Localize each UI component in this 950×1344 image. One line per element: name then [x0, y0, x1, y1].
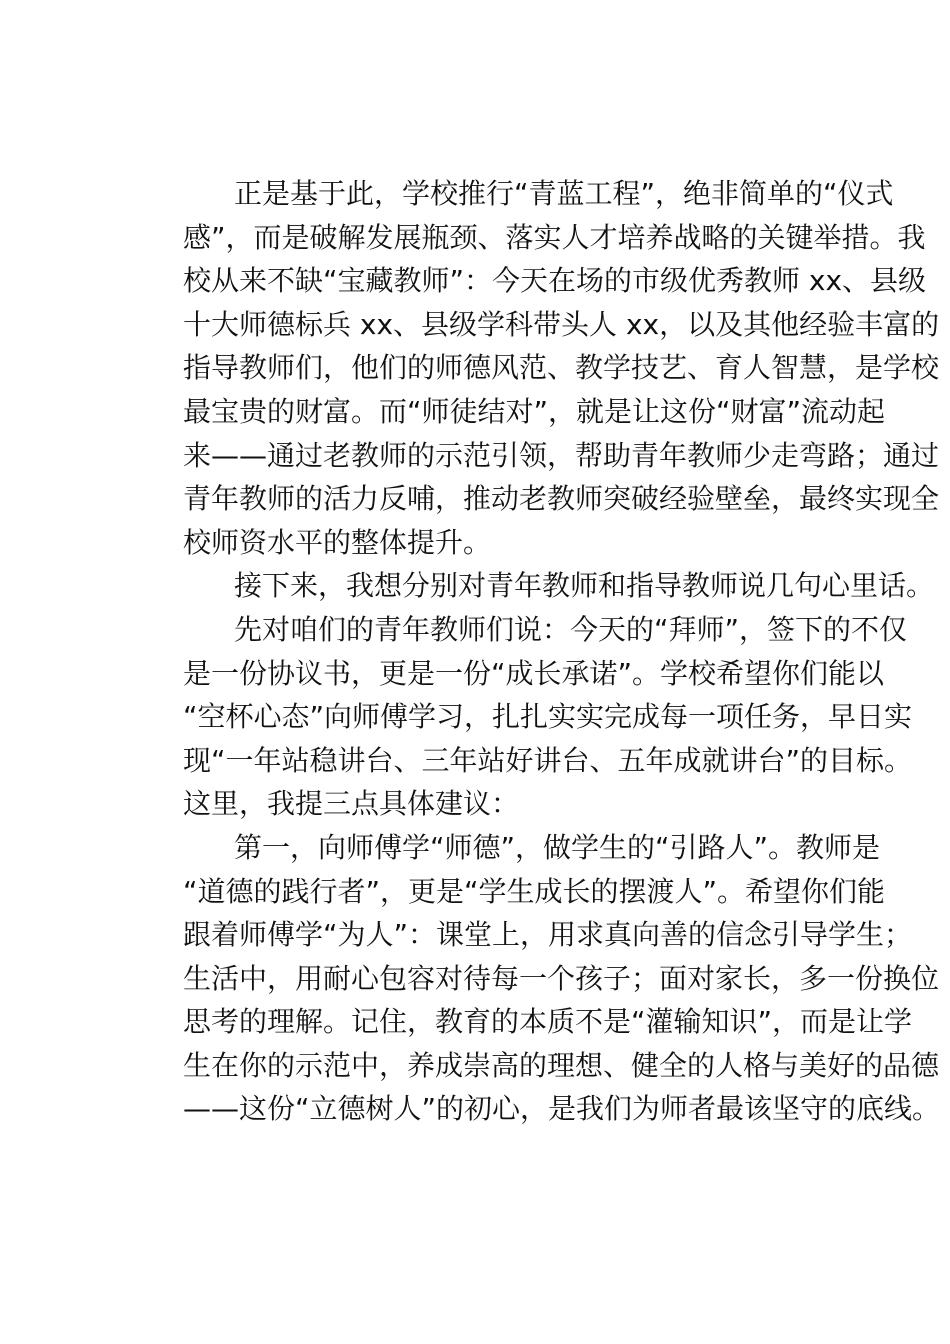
- text-line: 思考的理解。记住，教育的本质不是“灌输知识”，而是让学: [183, 1005, 913, 1039]
- paragraph-suggestion-one: [127, 826, 941, 1131]
- paragraph-transition: [127, 564, 935, 608]
- text-line: 校师资水平的整体提升。: [183, 525, 492, 559]
- text-line: 最宝贵的财富。而“师徒结对”，就是让这份“财富”流动起: [183, 394, 886, 428]
- text-line: 第一，向师傅学“师德”，做学生的“引路人”。教师是: [234, 830, 881, 864]
- text-line: 来——通过老教师的示范引领，帮助青年教师少走弯路；通过: [183, 438, 940, 472]
- text-line: ——这份“立德树人”的初心，是我们为师者最该坚守的底线。: [183, 1092, 941, 1126]
- text-line: 感”，而是破解发展瓶颈、落实人才培养战略的关键举措。我: [183, 220, 926, 254]
- document-body: [127, 172, 941, 1131]
- text-line: 十大师德标兵 xx、县级学科带头人 xx，以及其他经验丰富的: [183, 307, 940, 341]
- paragraph-young-teachers: [127, 608, 913, 826]
- text-line: 跟着师傅学“为人”：课堂上，用求真向善的信念引导学生；: [183, 918, 913, 952]
- text-line: 先对咱们的青年教师们说：今天的“拜师”，签下的不仅: [234, 612, 908, 646]
- text-line: 正是基于此，学校推行“青蓝工程”，绝非简单的“仪式: [234, 177, 894, 210]
- text-line: 指导教师们，他们的师德风范、教学技艺、育人智慧，是学校: [183, 351, 940, 385]
- text-line: 这里，我提三点具体建议：: [183, 787, 520, 821]
- text-line: 生在你的示范中，养成崇高的理想、健全的人格与美好的品德: [183, 1048, 940, 1082]
- text-line: 校从来不缺“宝藏教师”：今天在场的市级优秀教师 xx、县级: [183, 264, 927, 298]
- text-line: 接下来，我想分别对青年教师和指导教师说几句心里话。: [234, 569, 935, 603]
- text-line: “空杯心态”向师傅学习，扎扎实实完成每一项任务，早日实: [183, 700, 913, 734]
- text-line: 是一份协议书，更是一份“成长承诺”。学校希望你们能以: [183, 656, 885, 690]
- paragraph-qinglan-project: [127, 172, 940, 564]
- text-line: “道德的践行者”，更是“学生成长的摆渡人”。希望你们能: [183, 874, 886, 908]
- text-line: 现“一年站稳讲台、三年站好讲台、五年成就讲台”的目标。: [183, 743, 913, 777]
- text-line: 生活中，用耐心包容对待每一个孩子；面对家长，多一份换位: [183, 961, 940, 995]
- text-line: 青年教师的活力反哺，推动老教师突破经验壁垒，最终实现全: [183, 482, 940, 516]
